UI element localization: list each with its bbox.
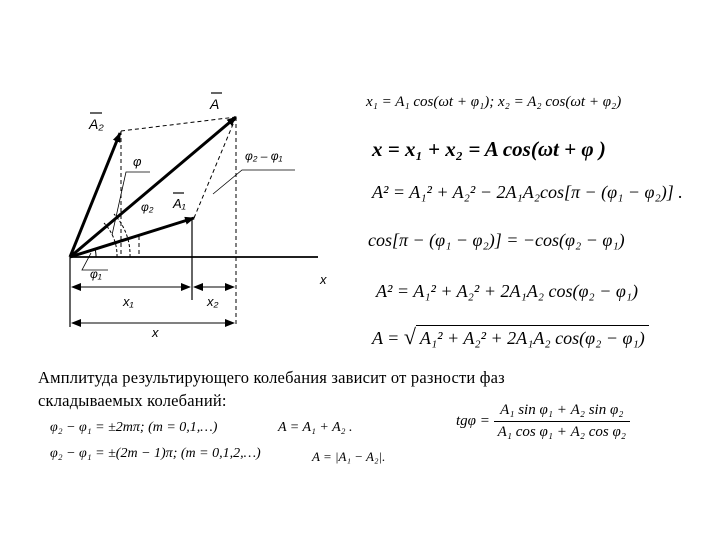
equation-tg-lhs: tgφ = xyxy=(456,413,490,429)
label-a: A xyxy=(210,96,220,112)
vector-a1 xyxy=(70,218,194,257)
label-x-total: x xyxy=(152,325,159,340)
text-line-2: складываемых колебаний: xyxy=(38,391,227,410)
label-a1: A₁ xyxy=(173,196,186,211)
equation-amplitude-squared-2: A² = A₁² + A₂² + 2A₁A₂ cos(φ₂ − φ₁) xyxy=(376,281,639,301)
condition-min: φ₂ − φ₁ = ±(2m − 1)π; (m = 0,1,2,…) xyxy=(50,446,261,461)
vector-a xyxy=(70,117,236,257)
label-x2: x₂ xyxy=(207,294,219,309)
equation-tg-denominator: A₁ cos φ₁ + A₂ cos φ₂ xyxy=(497,424,626,440)
condition-max-result: A = A₁ + A₂ . xyxy=(278,420,353,435)
condition-min-result: A = |A₁ − A₂|. xyxy=(312,449,386,464)
vector-a2 xyxy=(70,133,120,257)
equation-sum: x = x₁ + x₂ = A cos(ωt + φ ) xyxy=(372,137,606,161)
label-phi-diff: φ₂ – φ₁ xyxy=(245,149,283,163)
condition-max: φ₂ − φ₁ = ±2mπ; (m = 0,1,…) xyxy=(50,420,218,435)
equation-cos-identity: cos[π − (φ₁ − φ₂)] = −cos(φ₂ − φ₁) xyxy=(368,230,625,250)
label-phi1: φ₁ xyxy=(90,267,102,281)
equation-tg-phi xyxy=(456,402,630,441)
label-phi: φ xyxy=(133,154,142,169)
parallelogram-side-top xyxy=(121,117,236,131)
leader-phi-diff xyxy=(213,170,295,194)
equation-amplitude-radicand: A₁² + A₂² + 2A₁A₂ cos(φ₂ − φ₁) xyxy=(416,325,649,349)
label-x-axis: x xyxy=(320,272,327,287)
vector-diagram xyxy=(0,0,340,350)
equation-amplitude-lhs: A = xyxy=(372,328,404,348)
sqrt-sign: √ xyxy=(403,324,416,349)
parallelogram-side-right xyxy=(194,117,236,218)
label-a2: A₂ xyxy=(89,116,104,132)
equation-tg-numerator: A₁ sin φ₁ + A₂ sin φ₂ xyxy=(494,402,630,422)
equation-x1-x2: x₁ = A₁ cos(ωt + φ₁); x₂ = A₂ cos(ωt + φ₂) xyxy=(366,94,622,110)
equation-tg-fraction xyxy=(494,402,630,441)
equation-amplitude xyxy=(372,324,649,350)
label-phi2: φ₂ xyxy=(141,200,154,214)
label-x1: x₁ xyxy=(123,294,134,309)
text-line-1: Амплитуда результирующего колебания зависит от разности фаз xyxy=(38,368,505,387)
equation-amplitude-squared: A² = A₁² + A₂² − 2A₁A₂cos[π − (φ₁ − φ₂)] . xyxy=(372,182,683,202)
